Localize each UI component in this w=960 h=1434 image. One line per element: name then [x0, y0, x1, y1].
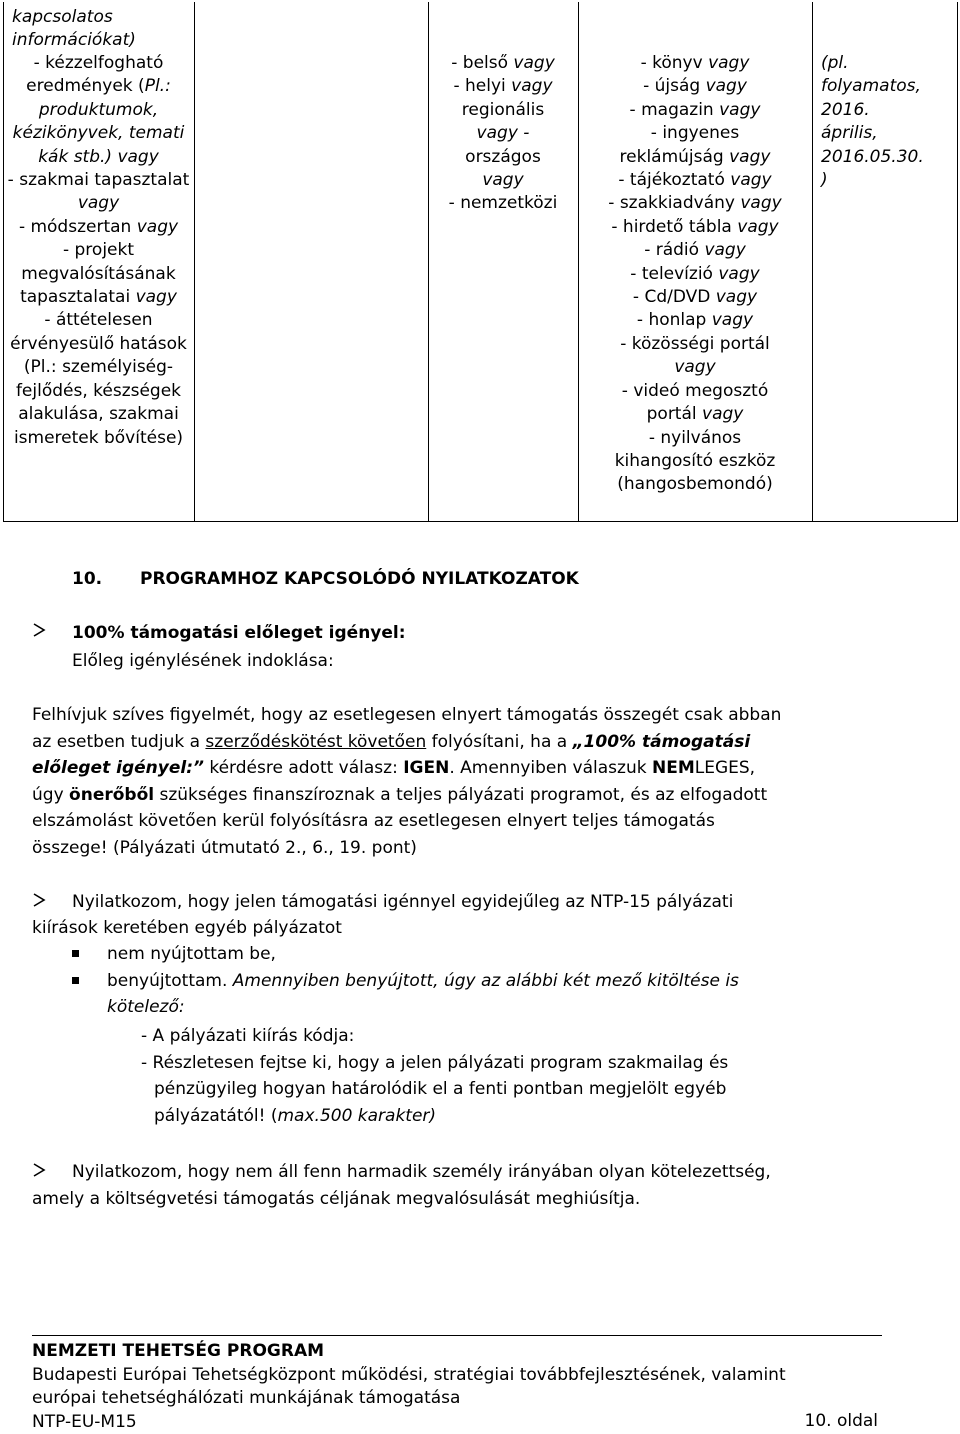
cell-line: vagy: [674, 357, 716, 378]
table-cell-results: [3, 52, 194, 450]
square-bullet-icon: [72, 950, 79, 957]
table-border: [812, 2, 813, 522]
cell-line: kihangosító eszköz: [614, 450, 776, 471]
option-not-submitted: nem nyújtottam be,: [107, 944, 276, 964]
field-delimitation: pénzügyileg hogyan határolódik el a fenti pontban megjelölt egyéb: [154, 1079, 727, 1099]
cell-line: - közösségi portál: [620, 333, 770, 354]
cell-line: vagy: [482, 170, 524, 191]
cell-line: - projekt: [62, 240, 135, 261]
cell-line: érvényesülő hatások: [10, 333, 187, 354]
cell-line: - videó megosztó: [621, 380, 769, 401]
cell-line: (hangosbemondó): [617, 474, 773, 495]
declaration-other-applications: Nyilatkozom, hogy jelen támogatási igénnyel egyidejűleg az NTP-15 pályázati: [72, 892, 734, 912]
field-delimitation: pályázatától! (max.500 karakter): [154, 1106, 437, 1126]
cell-line: - magazin vagy: [629, 99, 761, 120]
cell-line: 2016.: [821, 99, 870, 120]
table-cell-col1: [12, 6, 136, 53]
cell-line: - könyv vagy: [640, 53, 750, 73]
declaration-line: kiírások keretében egyéb pályázatot: [32, 918, 342, 938]
cell-line: - módszertan vagy: [18, 216, 179, 237]
table-cell-date: [821, 52, 924, 192]
section-number: 10.: [72, 569, 103, 589]
footer-text: Budapesti Európai Tehetségközpont működési, stratégiai továbbfejlesztésének, valamint: [32, 1364, 786, 1385]
notice-line: úgy önerőből szükséges finanszíroznak a teljes pályázati programot, és az elfogadott: [32, 784, 768, 805]
cell-line: alakulása, szakmai: [18, 404, 179, 425]
field-call-code: - A pályázati kiírás kódja:: [141, 1026, 355, 1046]
cell-line: - áttételesen: [44, 310, 153, 331]
cell-line: kák stb.) vagy: [38, 146, 159, 167]
cell-line: - ingyenes: [650, 123, 740, 144]
cell-line: fejlődés, készségek: [15, 380, 182, 401]
cell-line: (pl.: [821, 53, 849, 73]
cell-line: folyamatos,: [821, 76, 921, 97]
cell-line: - honlap vagy: [636, 310, 754, 331]
cell-line: portál vagy: [646, 404, 744, 425]
cell-line: kapcsolatos: [12, 7, 113, 27]
footer-rule: [32, 1335, 882, 1336]
table-border: [194, 2, 195, 522]
cell-line: tapasztalatai vagy: [20, 287, 177, 308]
cell-line: regionális: [461, 99, 545, 120]
cell-line: eredmények (Pl.:: [26, 76, 171, 97]
cell-line: 2016.05.30.: [821, 146, 924, 167]
section-heading: [72, 569, 579, 589]
advance-label: 100% támogatási előleget igényel:: [72, 623, 406, 643]
notice-line: elszámolást követően kerül folyósításra az esetlegesen elnyert teljes támogatás: [32, 811, 715, 832]
arrow-bullet-icon: [32, 1162, 46, 1178]
cell-line: - nemzetközi: [448, 193, 558, 214]
cell-line: ismeretek bővítése): [13, 427, 184, 448]
table-cell-scope: [428, 52, 578, 216]
cell-line: ): [821, 170, 828, 191]
cell-line: reklámújság vagy: [619, 146, 771, 167]
cell-line: országos: [465, 146, 541, 167]
cell-line: április,: [821, 123, 878, 144]
declaration-no-obligation: Nyilatkozom, hogy nem áll fenn harmadik személy irányában olyan kötelezettség,: [72, 1162, 771, 1182]
cell-line: - hirdető tábla vagy: [611, 216, 779, 237]
table-border: [957, 2, 958, 522]
page-number: 10. oldal: [804, 1411, 878, 1431]
cell-line: - tájékoztató vagy: [618, 170, 772, 191]
field-delimitation: - Részletesen fejtse ki, hogy a jelen pályázati program szakmailag és: [141, 1053, 729, 1073]
footer-text: európai tehetséghálózati munkájának támogatása: [32, 1388, 461, 1408]
footer: [32, 1340, 786, 1434]
cell-line: információkat): [12, 30, 136, 51]
option-submitted: benyújtottam. Amennyiben benyújtott, úgy az alábbi két mező kitöltése is: [107, 971, 739, 991]
cell-line: - újság vagy: [643, 76, 747, 97]
advance-reason-label: Előleg igénylésének indoklása:: [72, 651, 334, 671]
arrow-bullet-icon: [32, 892, 46, 908]
option-submitted-required: kötelező:: [107, 997, 185, 1017]
cell-line: - kézzelfogható: [33, 53, 164, 73]
cell-line: - nyilvános: [648, 427, 742, 448]
cell-line: - belső vagy: [451, 53, 555, 73]
cell-line: megvalósításának: [21, 263, 176, 284]
media-table: [3, 2, 958, 522]
cell-line: - szakmai tapasztalat: [7, 170, 190, 191]
square-bullet-icon: [72, 977, 79, 984]
notice-line: az esetben tudjuk a szerződéskötést követően folyósítani, ha a „100% támogatási: [32, 731, 751, 752]
cell-line: kézikönyvek, temati: [12, 123, 185, 144]
cell-line: vagy: [77, 193, 120, 214]
arrow-bullet-icon: [32, 622, 46, 638]
cell-line: produktumok,: [38, 99, 159, 120]
cell-line: vagy -: [476, 123, 530, 144]
cell-line: - szakkiadvány vagy: [608, 193, 782, 214]
cell-line: - Cd/DVD vagy: [632, 287, 758, 308]
notice-paragraph: [32, 702, 880, 862]
declaration-line: amely a költségvetési támogatás céljának megvalósulását meghiúsítja.: [32, 1189, 641, 1209]
footer-code: NTP-EU-M15: [32, 1411, 137, 1432]
table-cell-media: [578, 52, 812, 497]
cell-line: - helyi vagy: [453, 76, 553, 97]
section-title: PROGRAMHOZ KAPCSOLÓDÓ NYILATKOZATOK: [140, 569, 579, 589]
notice-line: előleget igényel:” kérdésre adott válasz: IGEN. Amennyiben válaszuk NEMLEGES,: [32, 758, 756, 779]
table-border: [3, 521, 958, 522]
notice-line: összege! (Pályázati útmutató 2., 6., 19. pont): [32, 837, 417, 858]
notice-line: Felhívjuk szíves figyelmét, hogy az esetlegesen elnyert támogatás összegét csak abban: [32, 705, 782, 725]
cell-line: - rádió vagy: [644, 240, 746, 261]
cell-line: (Pl.: személyiség-: [23, 357, 174, 378]
footer-program: NEMZETI TEHETSÉG PROGRAM: [32, 1341, 325, 1361]
cell-line: - televízió vagy: [630, 263, 760, 284]
